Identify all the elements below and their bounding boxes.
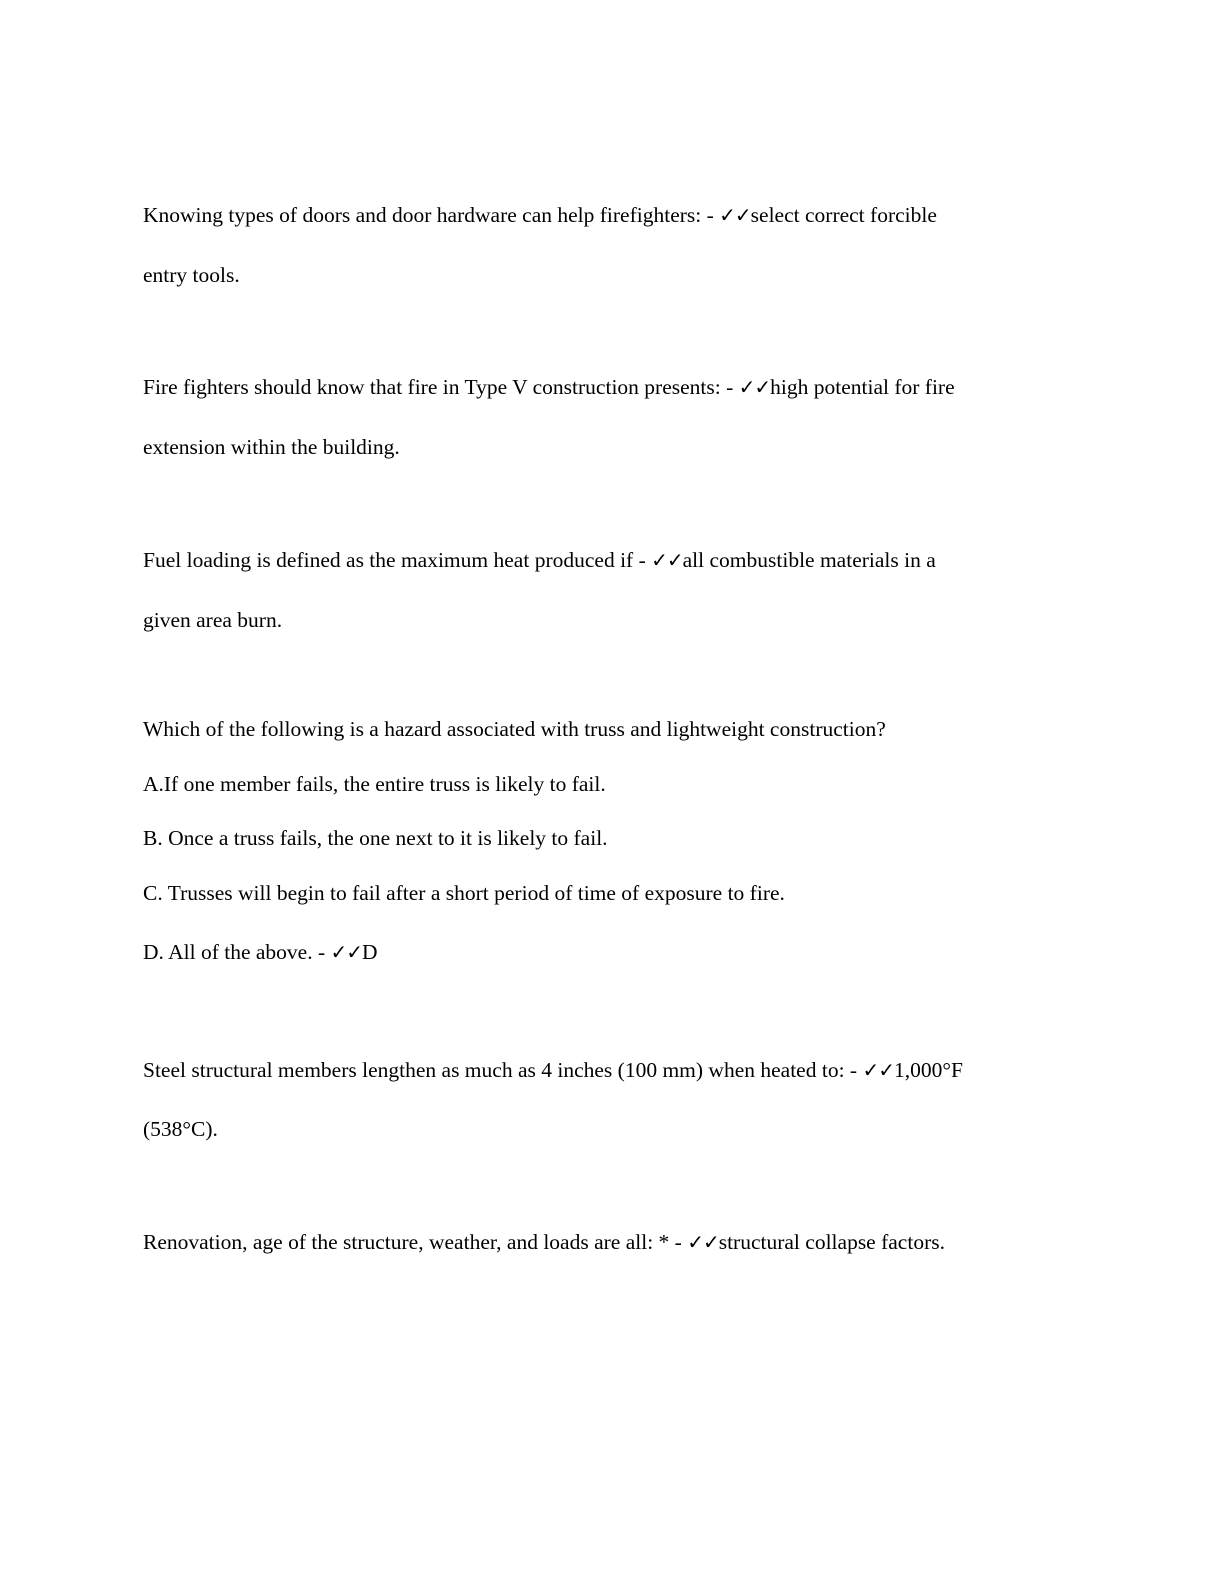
qa-1-line-1 [143,201,937,229]
qa-4-option-b-text: B. Once a truss fails, the one next to it is likely to fail. [143,826,608,850]
qa-5-answer: 1,000°F [893,1058,963,1082]
qa-4-option-b [143,824,608,852]
qa-3-answer: all combustible materials in a [682,548,936,572]
double-check-icon: ✓✓ [738,375,771,399]
qa-1-line-2 [143,261,240,289]
qa-1-answer: select correct forcible [750,203,937,227]
qa-5-line-2 [143,1115,218,1143]
qa-4-option-c [143,879,785,907]
qa-2-question: Fire fighters should know that fire in Type V construction presents: - [143,375,739,399]
qa-4-option-d-text: D. All of the above. - [143,940,331,964]
qa-4-option-c-text: C. Trusses will begin to fail after a short period of time of exposure to fire. [143,881,785,905]
qa-4-question-text: Which of the following is a hazard associated with truss and lightweight construction? [143,717,886,741]
qa-3-line-1 [143,546,936,574]
qa-6-line-1 [143,1228,945,1256]
qa-4-option-a-text: A.If one member fails, the entire truss is likely to fail. [143,772,606,796]
qa-5-question: Steel structural members lengthen as much as 4 inches (100 mm) when heated to: - [143,1058,863,1082]
qa-4-question [143,715,886,743]
qa-6-question: Renovation, age of the structure, weather, and loads are all: * - [143,1230,688,1254]
double-check-icon: ✓✓ [862,1058,894,1082]
qa-3-question: Fuel loading is defined as the maximum heat produced if - [143,548,652,572]
qa-4-option-a [143,770,606,798]
qa-6-answer: structural collapse factors. [718,1230,945,1254]
qa-3-answer-continued: given area burn. [143,608,283,632]
qa-4-answer: D [362,940,378,964]
qa-2-line-2 [143,433,400,461]
qa-2-answer-continued: extension within the building. [143,435,400,459]
qa-5-line-1 [143,1056,963,1084]
qa-5-answer-continued: (538°C). [143,1117,218,1141]
qa-2-line-1 [143,373,955,401]
double-check-icon: ✓✓ [330,940,363,964]
qa-2-answer: high potential for fire [770,375,955,399]
qa-1-answer-continued: entry tools. [143,263,240,287]
double-check-icon: ✓✓ [719,203,751,227]
qa-1-question: Knowing types of doors and door hardware can help firefighters: - [143,203,720,227]
qa-4-option-d [143,938,378,966]
double-check-icon: ✓✓ [687,1230,719,1254]
qa-3-line-2 [143,606,282,634]
double-check-icon: ✓✓ [651,548,683,572]
